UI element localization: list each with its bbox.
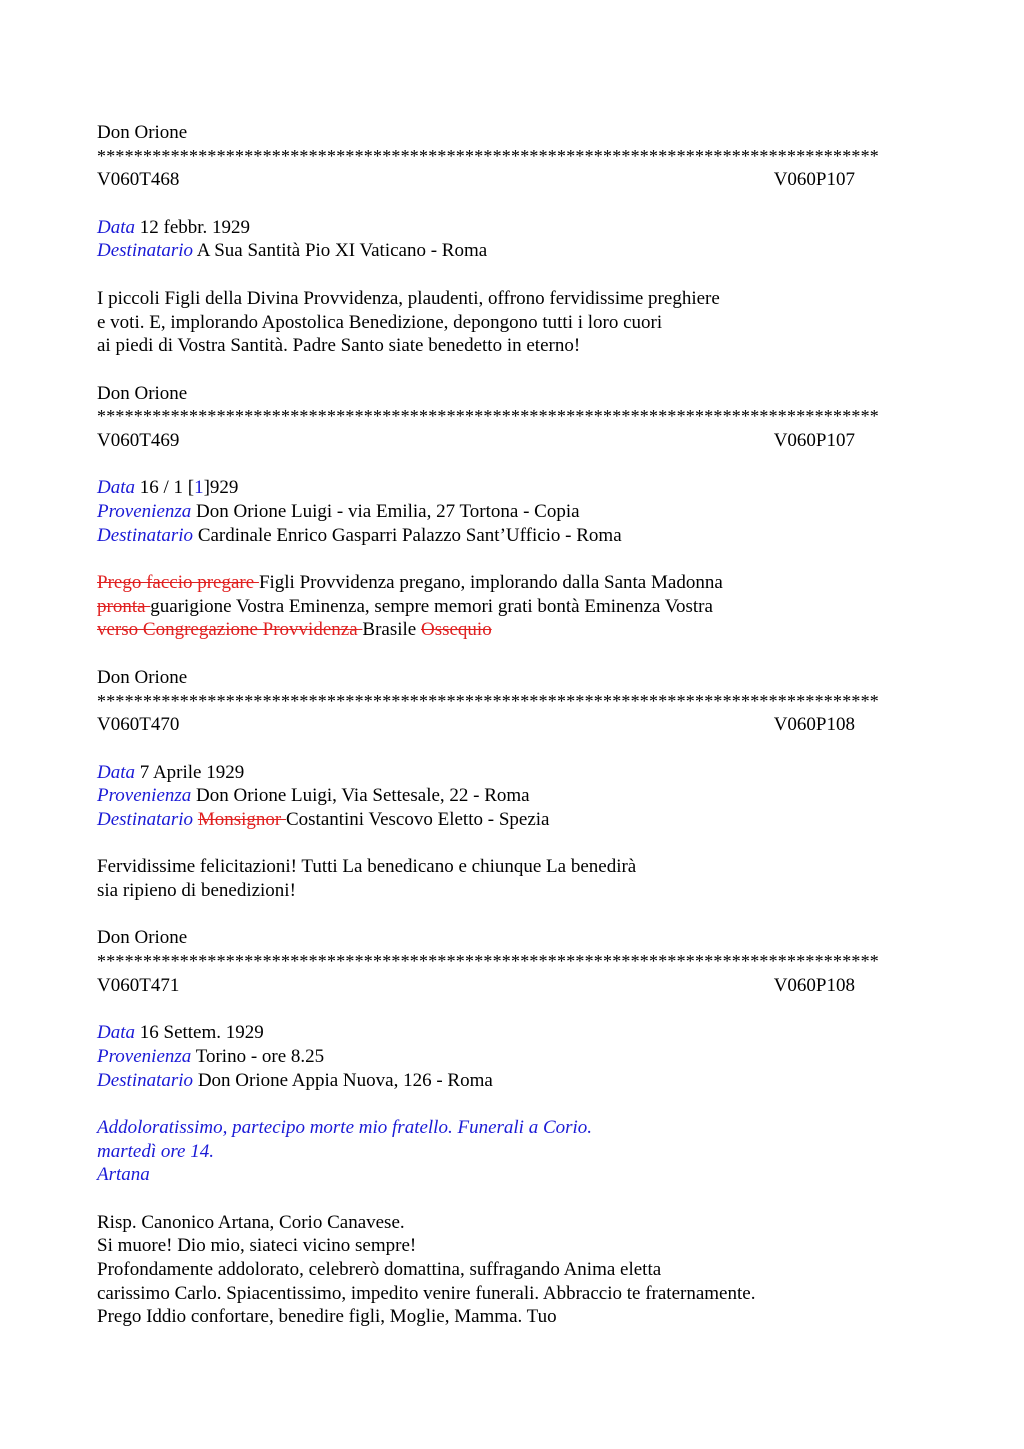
separator: ************************************************************************************* (97, 951, 879, 972)
signature: Don Orione (97, 666, 188, 688)
body-text: Brasile (362, 619, 421, 641)
origin-label: Provenienza (97, 1045, 192, 1067)
recipient-label: Destinatario (97, 524, 194, 546)
body-text: Figli Provvidenza pregano, implorando dalla Santa Madonna (258, 572, 723, 594)
deleted-text: Ossequio (420, 619, 492, 641)
entry-code: V060T470 (97, 714, 180, 736)
signature: Don Orione (97, 382, 188, 404)
reply-line: carissimo Carlo. Spiacentissimo, impedito venire funerali. Abbraccio te fraternamente. (97, 1282, 756, 1304)
body-line: I piccoli Figli della Divina Provvidenza, plaudenti, offrono fervidissime preghiere (97, 287, 720, 309)
deleted-text: pronta (97, 595, 151, 617)
body-line: e voti. E, implorando Apostolica Benedizione, depongono tutti i loro cuori (97, 311, 663, 333)
signature: Don Orione (97, 927, 188, 949)
recipient-line (97, 524, 927, 548)
entry-ref (97, 168, 855, 192)
entry-ref (97, 713, 855, 737)
separator: ************************************************************************************* (97, 406, 879, 427)
date-line (97, 761, 927, 785)
body-line: ai piedi di Vostra Santità. Padre Santo siate benedetto in eterno! (97, 335, 581, 357)
date-value: 7 Aprile 1929 (139, 761, 245, 783)
body-line: Fervidissime felicitazioni! Tutti La benedicano e chiunque La benedirà (97, 856, 637, 878)
entry-page: V060P107 (773, 429, 855, 451)
deleted-text: Monsignor (197, 808, 286, 830)
recipient-value: Costantini Vescovo Eletto - Spezia (285, 808, 550, 830)
origin-label: Provenienza (97, 785, 192, 807)
quoted-telegram-line: martedì ore 14. (97, 1140, 214, 1162)
origin-value: Don Orione Luigi - via Emilia, 27 Tortona - Copia (196, 501, 580, 522)
date-line (97, 216, 927, 240)
date-label: Data (97, 216, 135, 238)
recipient-line (97, 808, 927, 832)
footnote-ref[interactable]: 1 (194, 477, 204, 499)
reply-line: Profondamente addolorato, celebrerò domattina, suffragando Anima eletta (97, 1259, 662, 1280)
entry-ref (97, 429, 855, 453)
recipient-label: Destinatario (97, 240, 194, 262)
separator: ************************************************************************************* (97, 145, 879, 166)
entry-page: V060P107 (773, 169, 855, 191)
recipient-value: Cardinale Enrico Gasparri Palazzo Sant’Ufficio - Roma (197, 524, 622, 546)
date-line (97, 476, 927, 500)
body-line: sia ripieno di benedizioni! (97, 880, 296, 901)
date-line (97, 1021, 927, 1045)
deleted-text: Prego faccio pregare (97, 572, 259, 594)
entry-code: V060T468 (97, 169, 180, 191)
body-text: guarigione Vostra Eminenza, sempre memori grati bontà Eminenza Vostra (150, 595, 713, 617)
origin-line (97, 784, 927, 808)
signature: Don Orione (97, 122, 188, 143)
date-label: Data (97, 477, 135, 499)
entry-ref (97, 974, 855, 998)
reply-line: Risp. Canonico Artana, Corio Canavese. (97, 1211, 405, 1233)
date-value-post: ]929 (203, 477, 239, 499)
origin-value: Don Orione Luigi, Via Settesale, 22 - Roma (196, 785, 530, 807)
origin-line (97, 500, 927, 524)
recipient-line (97, 239, 927, 263)
quoted-telegram-line: Addoloratissimo, partecipo morte mio fratello. Funerali a Corio. (97, 1116, 593, 1138)
separator: ************************************************************************************* (97, 690, 879, 711)
date-value: 16 Settem. 1929 (139, 1022, 264, 1044)
body-line (97, 595, 927, 619)
recipient-label: Destinatario (97, 808, 194, 830)
entry-code: V060T471 (97, 974, 180, 996)
recipient-line (97, 1069, 927, 1093)
recipient-label: Destinatario (97, 1069, 194, 1091)
entry-page: V060P108 (773, 974, 855, 996)
origin-label: Provenienza (97, 501, 192, 522)
entry-page: V060P108 (773, 714, 855, 736)
date-label: Data (97, 761, 135, 783)
date-label: Data (97, 1022, 135, 1044)
date-value: 12 febbr. 1929 (139, 216, 251, 238)
recipient-value: Don Orione Appia Nuova, 126 - Roma (197, 1069, 493, 1091)
quoted-telegram-sender: Artana (97, 1164, 150, 1186)
origin-value: Torino - ore 8.25 (195, 1045, 325, 1067)
reply-line: Si muore! Dio mio, siateci vicino sempre! (97, 1235, 417, 1257)
document-page (97, 121, 927, 1329)
body-line (97, 618, 927, 642)
origin-line (97, 1045, 927, 1069)
date-value-pre: 16 / 1 [ (139, 477, 195, 499)
deleted-text: verso Congregazione Provvidenza (97, 619, 363, 641)
entry-code: V060T469 (97, 429, 180, 451)
reply-line: Prego Iddio confortare, benedire figli, Moglie, Mamma. Tuo (97, 1306, 557, 1328)
recipient-value: A Sua Santità Pio XI Vaticano - Roma (196, 240, 488, 262)
body-line (97, 571, 927, 595)
